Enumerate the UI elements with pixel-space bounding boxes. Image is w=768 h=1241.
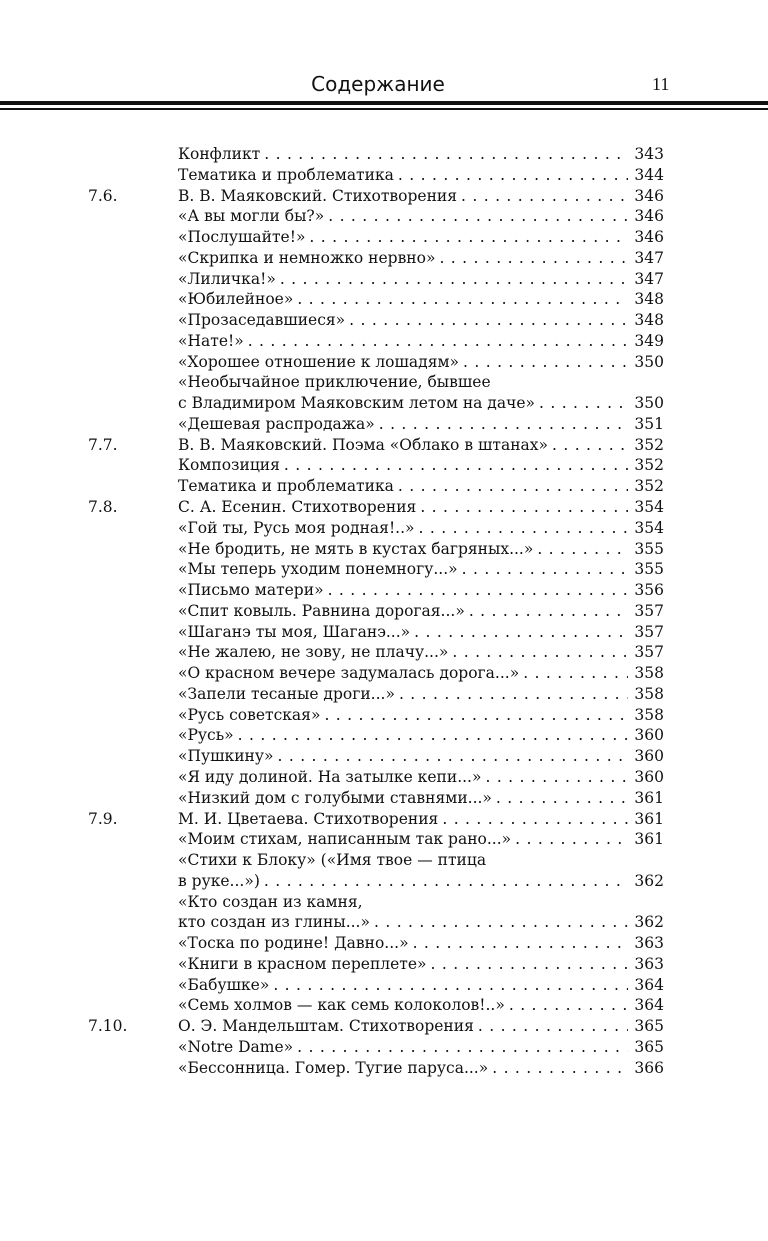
toc-section-entry [88,186,664,207]
entry-page: 352 [634,477,664,496]
entry-title: «Запели тесаные дроги...» [178,684,395,703]
entry-page: 344 [634,165,664,184]
dot-leader [439,248,628,269]
section-number: 7.6. [88,186,118,205]
entry-title: Тематика и проблематика [178,477,394,496]
dot-leader [431,954,629,975]
dot-leader [420,497,628,518]
entry-page: 355 [634,560,664,579]
entry-page: 348 [634,311,664,330]
toc-entry [88,165,664,186]
dot-leader [309,227,628,248]
entry-title: «Послушайте!» [178,228,306,247]
entry-title: С. А. Есенин. Стихотворения [178,498,417,517]
entry-title: О. Э. Мандельштам. Стихотворения [178,1017,474,1036]
toc-entry [88,559,664,580]
entry-title: кто создан из глины...» [178,913,370,932]
dot-leader [277,746,628,767]
entry-title: «Не бродить, не мять в кустах багряных...» [178,539,534,558]
entry-page: 350 [634,394,664,413]
dot-leader [463,352,628,373]
toc-entry [88,725,664,746]
entry-title: «Письмо матери» [178,581,324,600]
running-header-title: Содержание [311,72,445,96]
entry-title: «Хорошее отношение к лошадям» [178,352,460,371]
entry-title: Тематика и проблематика [178,165,394,184]
entry-title: «Нате!» [178,331,244,350]
dot-leader [552,435,628,456]
dot-leader [264,871,629,892]
entry-page: 357 [634,601,664,620]
entry-title: «Мы теперь уходим понемногу...» [178,560,458,579]
entry-title: с Владимиром Маяковским летом на даче» [178,394,535,413]
toc-entry [88,289,664,310]
section-number: 7.7. [88,435,118,454]
header-rule-thick [0,101,768,105]
page-number: 11 [652,74,670,94]
dot-leader [462,559,629,580]
entry-title: «Дешевая распродажа» [178,414,375,433]
dot-leader [284,455,628,476]
dot-leader [442,809,628,830]
dot-leader [328,206,628,227]
entry-page: 356 [634,581,664,600]
toc-entry [88,746,664,767]
entry-page: 347 [634,269,664,288]
dot-leader [413,933,629,954]
toc-entry [88,892,664,913]
entry-page: 358 [634,684,664,703]
dot-leader [248,331,629,352]
entry-title: «Скрипка и немножко нервно» [178,248,436,267]
dot-leader [328,580,629,601]
entry-title: В. В. Маяковский. Стихотворения [178,186,458,205]
entry-title: «Бессонница. Гомер. Тугие паруса...» [178,1058,489,1077]
entry-title: Композиция [178,456,280,475]
toc-entry [88,912,664,933]
dot-leader [297,289,628,310]
dot-leader [419,518,629,539]
toc-entry [88,1037,664,1058]
toc-entry [88,767,664,788]
dot-leader [280,269,629,290]
entry-page: 358 [634,664,664,683]
entry-page: 361 [634,830,664,849]
entry-page: 346 [634,207,664,226]
toc-section-entry [88,1016,664,1037]
toc-entry [88,829,664,850]
entry-page: 363 [634,934,664,953]
dot-leader [509,995,629,1016]
toc-section-entry [88,809,664,830]
entry-page: 343 [634,145,664,163]
toc-entry [88,663,664,684]
dot-leader [478,1016,629,1037]
entry-page: 352 [634,456,664,475]
dot-leader [515,829,628,850]
toc-entry [88,393,664,414]
dot-leader [398,165,629,186]
entry-title: М. И. Цветаева. Стихотворения [178,809,439,828]
dot-leader [492,1058,628,1079]
entry-title: «Прозаседавшиеся» [178,311,346,330]
entry-title: «Необычайное приключение, бывшее [178,373,491,392]
dot-leader [297,1037,628,1058]
dot-leader [273,975,628,996]
toc-entry [88,310,664,331]
entry-page: 365 [634,1017,664,1036]
toc-entry [88,850,664,871]
toc-entry [88,580,664,601]
toc-entry [88,788,664,809]
table-of-contents [88,144,664,1078]
entry-page: 364 [634,996,664,1015]
entry-page: 362 [634,871,664,890]
toc-entry [88,642,664,663]
entry-page: 346 [634,228,664,247]
entry-page: 350 [634,352,664,371]
toc-entry [88,871,664,892]
dot-leader [537,539,628,560]
entry-title: «Семь холмов — как семь колоколов!..» [178,996,505,1015]
entry-page: 364 [634,975,664,994]
entry-page: 363 [634,954,664,973]
toc-entry [88,1058,664,1079]
entry-page: 360 [634,767,664,786]
dot-leader [324,705,628,726]
entry-page: 347 [634,248,664,267]
toc-entry [88,684,664,705]
entry-title: «Русь» [178,726,234,745]
toc-entry [88,372,664,393]
entry-page: 358 [634,705,664,724]
section-number: 7.9. [88,809,118,828]
dot-leader [399,684,628,705]
entry-page: 352 [634,435,664,454]
entry-page: 354 [634,498,664,517]
entry-title: «А вы могли бы?» [178,207,325,226]
entry-title: «Я иду долиной. На затылке кепи...» [178,767,482,786]
toc-entry [88,622,664,643]
dot-leader [523,663,628,684]
section-number: 7.10. [88,1017,128,1036]
entry-page: 355 [634,539,664,558]
dot-leader [349,310,628,331]
entry-title: «Не жалею, не зову, не плачу...» [178,643,449,662]
entry-title: «Шаганэ ты моя, Шаганэ...» [178,622,411,641]
toc-entry [88,995,664,1016]
toc-entry [88,248,664,269]
dot-leader [539,393,628,414]
toc-entry [88,476,664,497]
entry-page: 361 [634,809,664,828]
entry-page: 362 [634,913,664,932]
entry-page: 354 [634,518,664,537]
toc-entry [88,933,664,954]
entry-page: 348 [634,290,664,309]
dot-leader [374,912,628,933]
entry-page: 361 [634,788,664,807]
toc-entry [88,331,664,352]
entry-title: «Книги в красном переплете» [178,954,427,973]
entry-title: «Кто создан из камня, [178,892,363,911]
dot-leader [461,186,628,207]
toc-entry [88,975,664,996]
entry-title: «Лиличка!» [178,269,276,288]
entry-title: «Моим стихам, написанным так рано...» [178,830,512,849]
dot-leader [469,601,629,622]
toc-section-entry [88,497,664,518]
dot-leader [264,144,628,165]
dot-leader [398,476,629,497]
entry-title: В. В. Маяковский. Поэма «Облако в штанах» [178,435,548,454]
dot-leader [496,788,628,809]
toc-entry [88,539,664,560]
toc-entry [88,352,664,373]
toc-entry [88,227,664,248]
entry-title: «О красном вечере задумалась дорога...» [178,664,520,683]
entry-page: 346 [634,186,664,205]
entry-title: «Юбилейное» [178,290,294,309]
entry-title: «Тоска по родине! Давно...» [178,934,409,953]
entry-page: 360 [634,747,664,766]
entry-title: «Стихи к Блоку» («Имя твое — птица [178,851,487,870]
dot-leader [238,725,629,746]
entry-title: «Гой ты, Русь моя родная!..» [178,518,415,537]
header-rule-thin [0,108,768,110]
dot-leader [379,414,629,435]
dot-leader [414,622,628,643]
entry-title: «Notre Dame» [178,1037,294,1056]
toc-section-entry [88,435,664,456]
entry-page: 360 [634,726,664,745]
entry-title: «Бабушке» [178,975,270,994]
entry-title: «Русь советская» [178,705,321,724]
entry-page: 365 [634,1037,664,1056]
entry-title: «Низкий дом с голубыми ставнями...» [178,788,492,807]
dot-leader [452,642,628,663]
dot-leader [485,767,628,788]
entry-title: «Спит ковыль. Равнина дорогая...» [178,601,465,620]
toc-entry [88,601,664,622]
toc-entry [88,414,664,435]
toc-entry [88,705,664,726]
toc-entry [88,455,664,476]
entry-page: 351 [634,414,664,433]
toc-entry [88,954,664,975]
entry-title: в руке...») [178,871,260,890]
toc-entry [88,518,664,539]
entry-title: «Пушкину» [178,747,274,766]
entry-page: 357 [634,622,664,641]
entry-page: 366 [634,1058,664,1077]
toc-entry [88,269,664,290]
toc-entry [88,206,664,227]
section-number: 7.8. [88,498,118,517]
entry-page: 357 [634,643,664,662]
entry-page: 349 [634,331,664,350]
entry-title: Конфликт [178,145,261,163]
toc-entry [88,144,664,165]
